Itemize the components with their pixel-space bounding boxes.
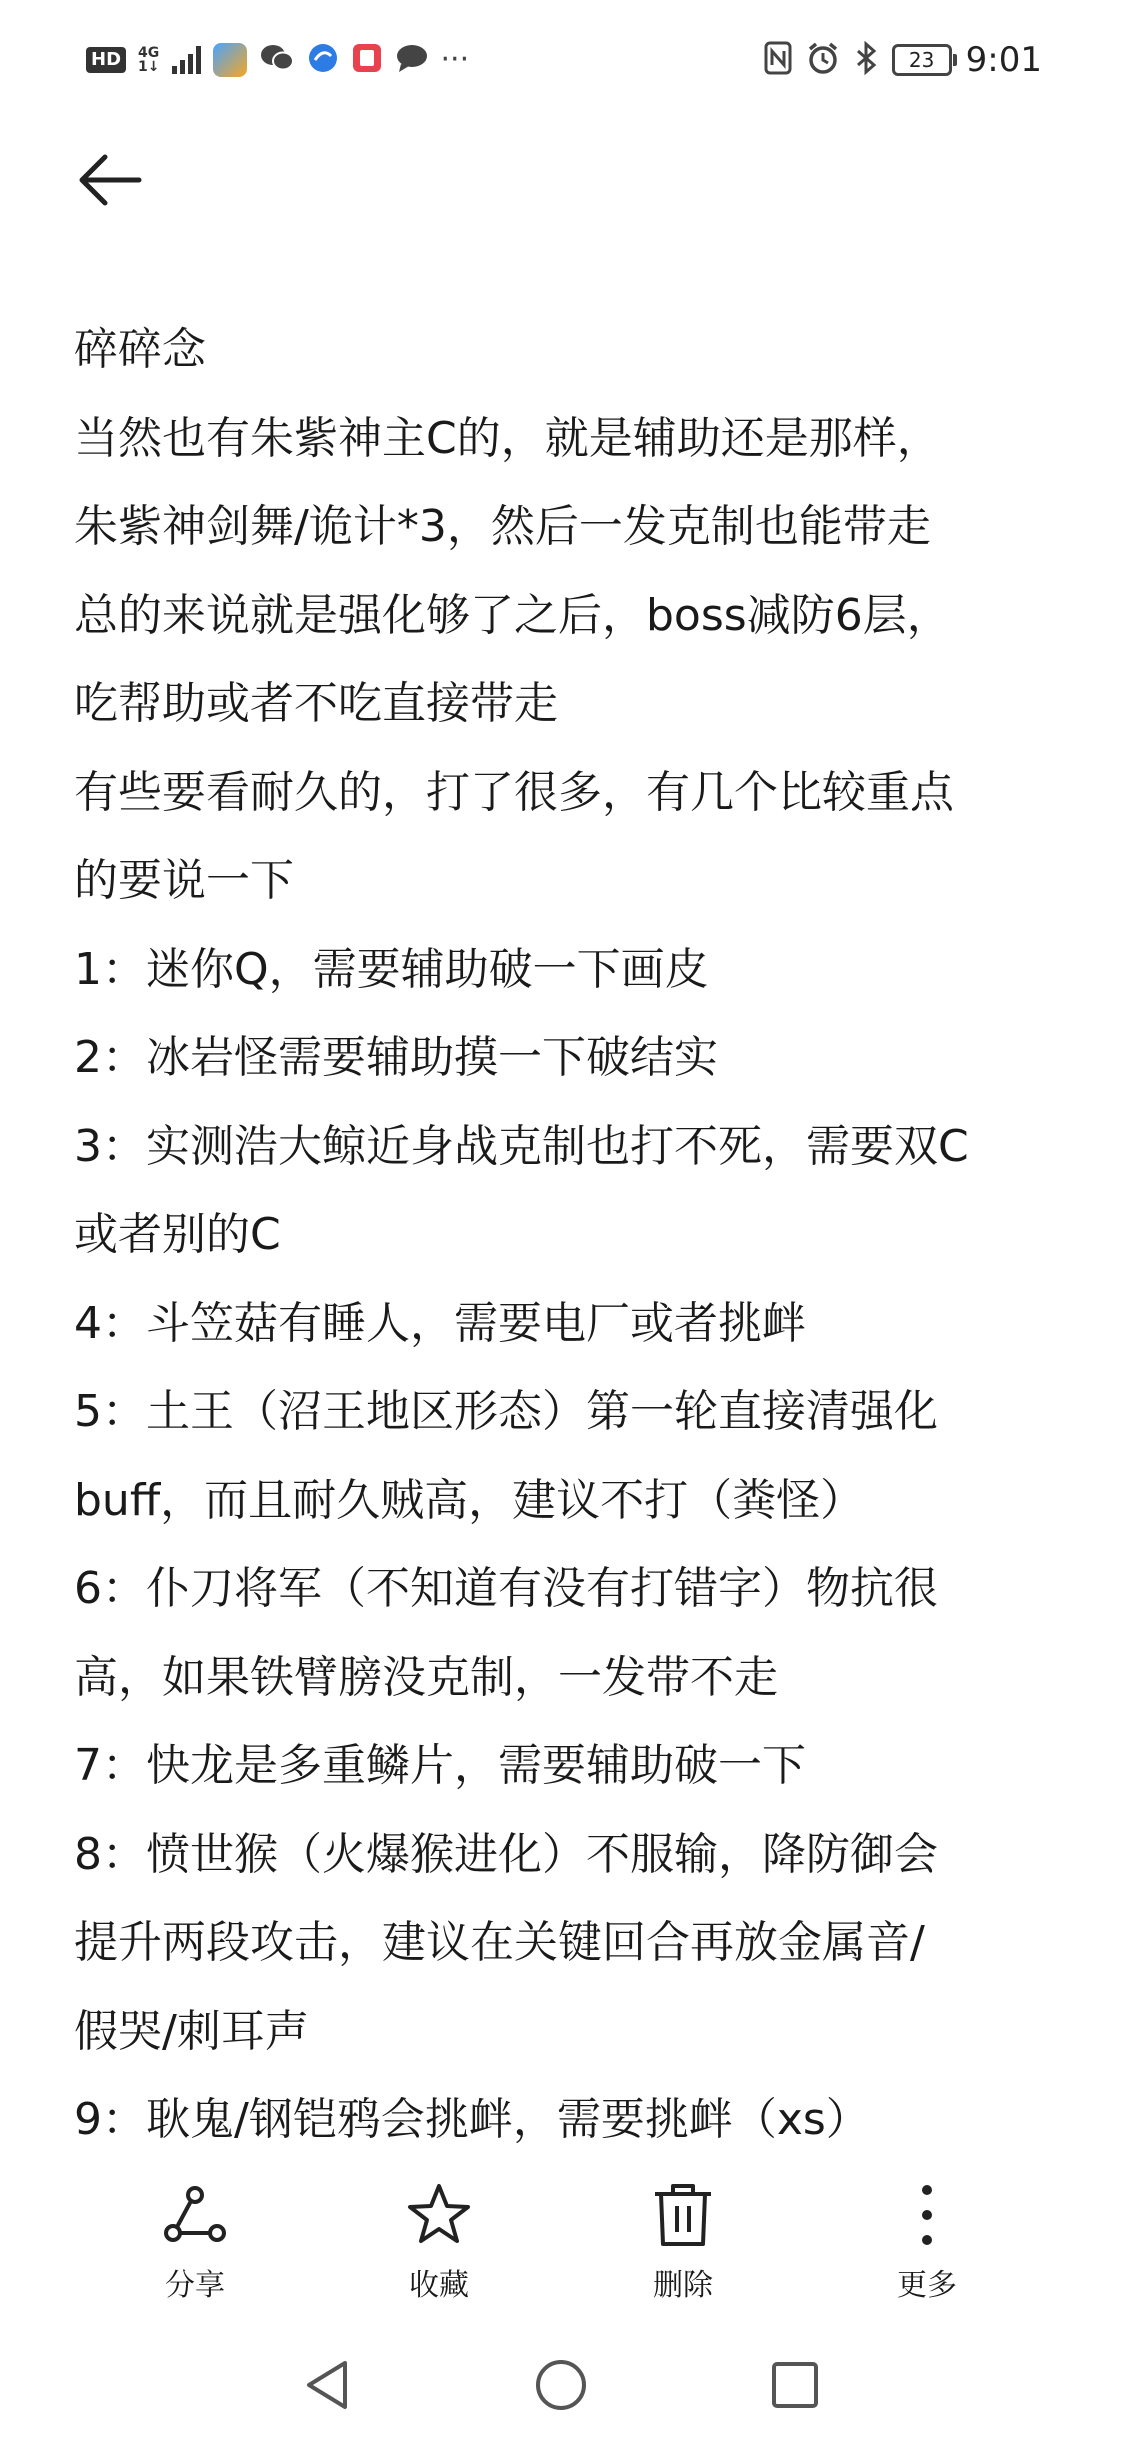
nav-home-button[interactable] bbox=[526, 2350, 596, 2420]
status-bar-right bbox=[764, 38, 1042, 82]
wechat-icon bbox=[259, 42, 295, 78]
nav-back-button[interactable] bbox=[291, 2350, 361, 2420]
note-line: 总的来说就是强化够了之后，boss减防6层， bbox=[74, 589, 951, 641]
battery-icon: 23 bbox=[892, 44, 952, 76]
note-line: 9：耿鬼/钢铠鸦会挑衅，需要挑衅（xs） bbox=[74, 2094, 870, 2145]
chat-bubble-icon bbox=[395, 42, 429, 78]
note-content[interactable] bbox=[74, 306, 1074, 2165]
note-line: 假哭/刺耳声 bbox=[74, 2005, 309, 2057]
delete-button[interactable] bbox=[593, 2180, 773, 2320]
nav-home-icon bbox=[533, 2357, 589, 2413]
nav-recents-button[interactable] bbox=[760, 2350, 830, 2420]
note-line: 4：斗笠菇有睡人，需要电厂或者挑衅 bbox=[74, 1297, 806, 1349]
nav-back-icon bbox=[301, 2357, 351, 2413]
back-arrow-icon bbox=[75, 145, 145, 215]
trash-icon bbox=[648, 2180, 718, 2250]
note-line: 有些要看耐久的，打了很多，有几个比较重点 bbox=[74, 766, 954, 818]
navigation-bar bbox=[0, 2340, 1122, 2442]
hd-badge: HD bbox=[86, 47, 126, 73]
network-type-label: 4G bbox=[138, 45, 160, 61]
note-line: 6：仆刀将军（不知道有没有打错字）物抗很 bbox=[74, 1563, 938, 1614]
favorite-label: 收藏 bbox=[409, 2268, 469, 2303]
note-line: 2：冰岩怪需要辅助摸一下破结实 bbox=[74, 1032, 718, 1083]
share-button[interactable] bbox=[105, 2180, 285, 2320]
status-time: 9:01 bbox=[965, 40, 1042, 80]
note-line: 或者别的C bbox=[74, 1209, 281, 1260]
browser-icon bbox=[307, 42, 339, 78]
more-vertical-icon bbox=[892, 2180, 962, 2250]
note-line: 的要说一下 bbox=[74, 855, 294, 906]
share-icon bbox=[160, 2180, 230, 2250]
note-line: 当然也有朱紫神主C的，就是辅助还是那样， bbox=[74, 412, 941, 464]
back-button[interactable] bbox=[70, 140, 150, 220]
note-line: 吃帮助或者不吃直接带走 bbox=[74, 678, 558, 729]
status-bar-left bbox=[86, 38, 469, 82]
note-line: 5：土王（沼王地区形态）第一轮直接清强化 bbox=[74, 1386, 938, 1437]
status-bar bbox=[0, 0, 1122, 120]
note-line: 提升两段攻击，建议在关键回合再放金属音/ bbox=[74, 1917, 925, 1968]
action-bar bbox=[0, 2180, 1122, 2320]
note-line: buff，而且耐久贼高，建议不打（粪怪） bbox=[74, 1474, 865, 1526]
nav-recents-icon bbox=[769, 2359, 821, 2411]
more-label: 更多 bbox=[897, 2268, 957, 2303]
more-button[interactable] bbox=[837, 2180, 1017, 2320]
reader-app-icon bbox=[351, 42, 383, 78]
note-line: 高，如果铁臂膀没克制，一发带不走 bbox=[74, 1651, 778, 1703]
network-sub-label: 1↓ bbox=[138, 59, 160, 75]
delete-label: 删除 bbox=[653, 2268, 713, 2303]
note-title: 碎碎念 bbox=[74, 324, 206, 375]
note-line: 7：快龙是多重鳞片，需要辅助破一下 bbox=[74, 1740, 806, 1791]
bluetooth-icon bbox=[854, 41, 878, 79]
note-line: 朱紫神剑舞/诡计*3，然后一发克制也能带走 bbox=[74, 501, 931, 552]
share-label: 分享 bbox=[165, 2268, 225, 2303]
nfc-icon bbox=[764, 41, 792, 79]
more-dots-icon: ··· bbox=[440, 42, 470, 77]
note-line: 1：迷你Q，需要辅助破一下画皮 bbox=[74, 943, 709, 995]
favorite-button[interactable] bbox=[349, 2180, 529, 2320]
alarm-icon bbox=[806, 41, 840, 79]
gallery-app-icon bbox=[213, 43, 247, 77]
note-line: 8：愤世猴（火爆猴进化）不服输，降防御会 bbox=[74, 1828, 938, 1880]
network-type bbox=[138, 46, 159, 74]
signal-icon bbox=[172, 46, 201, 74]
note-line: 3：实测浩大鲸近身战克制也打不死，需要双C bbox=[74, 1120, 969, 1172]
star-icon bbox=[404, 2180, 474, 2250]
